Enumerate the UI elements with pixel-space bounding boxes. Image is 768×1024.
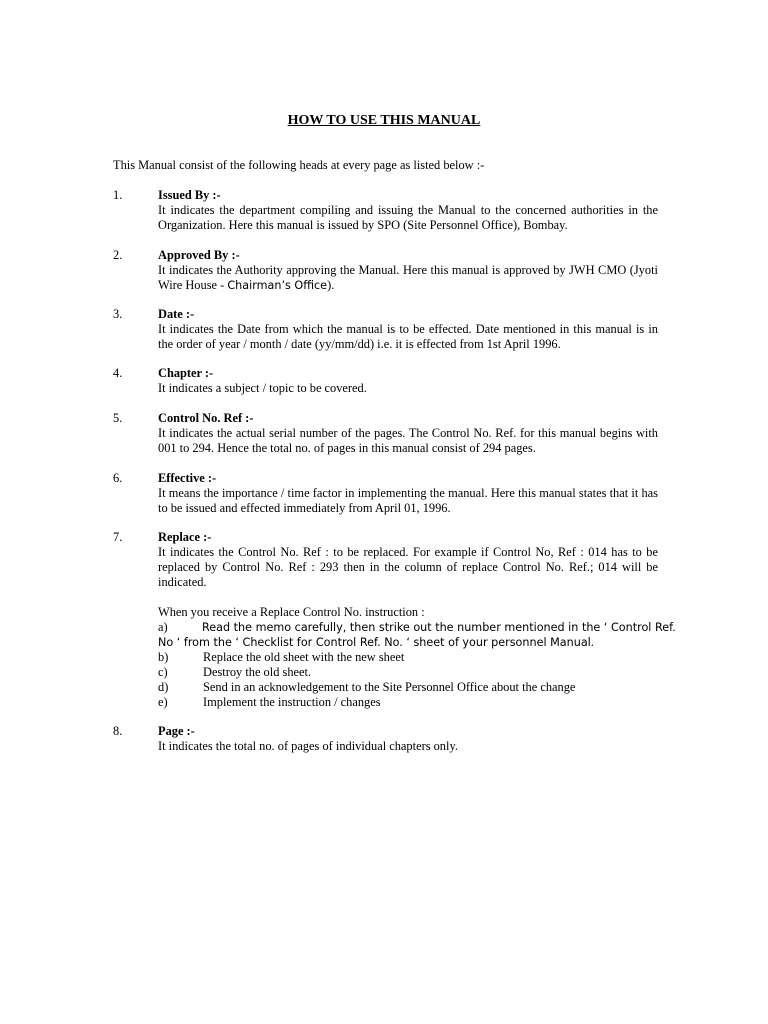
instruction-intro: When you receive a Replace Control No. instruction : (158, 605, 425, 619)
list-item-letter: e) (158, 695, 168, 709)
section-approved-by (113, 248, 658, 293)
section-replace (113, 530, 676, 710)
list-item (158, 650, 658, 665)
list-item-letter: a) (158, 620, 168, 634)
list-item-letter: d) (158, 680, 169, 694)
section-heading: Approved By :- (158, 248, 240, 262)
section-heading: Page :- (158, 724, 195, 738)
intro-text: This Manual consist of the following heads at every page as listed below :- (113, 158, 485, 172)
list-item (158, 665, 658, 680)
list-item-text: Send in an acknowledgement to the Site Personnel Office about the change (203, 680, 576, 694)
list-item (158, 620, 676, 635)
section-heading: Date :- (158, 307, 195, 321)
page-title: HOW TO USE THIS MANUAL (287, 113, 481, 128)
section-text: It indicates the Date from which the manual is to be effected. Date mentioned in this manual is in the order of year / month / date (yy/mm/dd) i.e. it is effected from 1st April 1996. (158, 322, 658, 351)
section-page (113, 724, 658, 754)
section-text: It indicates the total no. of pages of individual chapters only. (158, 739, 458, 753)
section-heading: Replace :- (158, 530, 212, 544)
list-item (158, 695, 658, 710)
section-number: 3. (113, 307, 123, 321)
section-text: It indicates the actual serial number of the pages. The Control No. Ref. for this manual begins with 001 to 294. Hence the total no. of pages in this manual consist of 294 pages. (158, 426, 658, 455)
section-heading: Issued By :- (158, 188, 221, 202)
section-number: 1. (113, 188, 123, 202)
section-text: It indicates the department compiling and issuing the Manual to the concerned authorities in the Organization. Here this manual is issued by SPO (Site Personnel Office), Bombay. (158, 203, 658, 232)
section-date (113, 307, 658, 352)
list-item-text: Read the memo carefully, then strike out the number mentioned in the ‘ Control Ref. (202, 621, 676, 634)
section-heading: Effective :- (158, 471, 217, 485)
section-number: 8. (113, 724, 123, 738)
section-number: 5. (113, 411, 123, 425)
section-text: It means the importance / time factor in implementing the manual. Here this manual states that it has to be issued and effected immediately from April 01, 1996. (158, 486, 658, 515)
section-number: 7. (113, 530, 123, 544)
list-item (158, 680, 658, 695)
section-number: 4. (113, 366, 123, 380)
list-item-continuation: No ‘ from the ‘ Checklist for Control Ref. No. ‘ sheet of your personnel Manual. (158, 635, 594, 649)
replace-instructions (158, 605, 676, 710)
section-text: It indicates a subject / topic to be covered. (158, 381, 367, 395)
section-number: 2. (113, 248, 123, 262)
section-number: 6. (113, 471, 123, 485)
list-item-letter: c) (158, 665, 168, 679)
section-effective (113, 471, 658, 516)
section-chapter (113, 366, 658, 396)
list-item-text: Destroy the old sheet. (203, 665, 312, 679)
list-item-text: Implement the instruction / changes (203, 695, 381, 709)
section-text: It indicates the Authority approving the Manual. Here this manual is approved by JWH CMO (Jyoti Wire House - Chairman’s Office). (158, 263, 658, 292)
section-text: It indicates the Control No. Ref : to be replaced. For example if Control No, Ref : 014 has to be replaced by Control No. Ref : 293 then in the column of replace Control No. Ref.; 014 will be indicated. (158, 545, 658, 589)
section-heading: Control No. Ref :- (158, 411, 254, 425)
section-heading: Chapter :- (158, 366, 214, 380)
list-item-letter: b) (158, 650, 169, 664)
section-control-no-ref (113, 411, 658, 456)
list-item-text: Replace the old sheet with the new sheet (203, 650, 405, 664)
section-issued-by (113, 188, 658, 233)
